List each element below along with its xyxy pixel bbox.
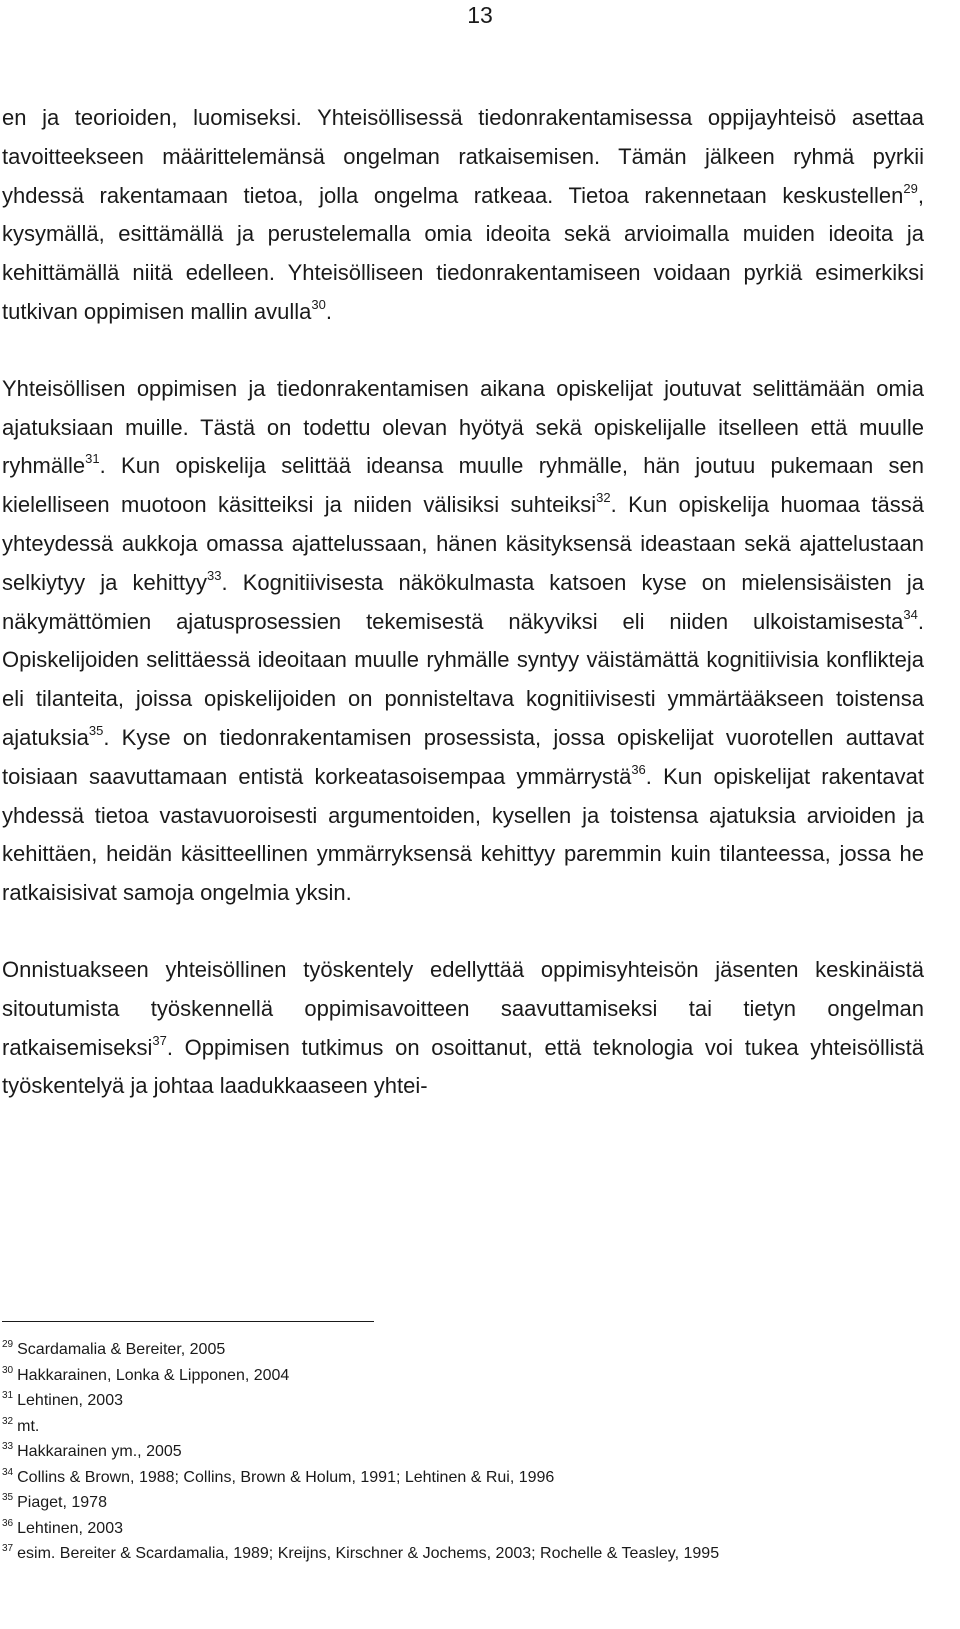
text-run: . Opiskelijoiden selittäessä ideoitaan muulle ryhmälle syntyy väistämättä kognitiivisia konflikteja eli tilanteita, joissa opiskelijoiden on ponnisteltava kognitiivisesti ymmärtääkseen toistensa ajatuksia xyxy=(2,608,924,750)
text-run: . Kognitiivisesta näkökulmasta katsoen kyse on mielensisäisten ja näkymättömien ajatusprosessien tekemisestä näkyviksi eli niiden ulkoistamisesta xyxy=(2,569,925,634)
footnote-reference: 32 xyxy=(596,490,611,506)
footnote-number: 30 xyxy=(2,1364,14,1376)
footnote-text: Hakkarainen, Lonka & Lipponen, 2004 xyxy=(17,1366,290,1384)
footnote-reference: 37 xyxy=(152,1032,167,1048)
paragraph-3 xyxy=(2,951,924,1106)
footnote xyxy=(2,1337,922,1363)
footnote-text: Hakkarainen ym., 2005 xyxy=(17,1443,182,1460)
footnote-text: Collins & Brown, 1988; Collins, Brown & Holum, 1991; Lehtinen & Rui, 1996 xyxy=(17,1468,555,1486)
footnote-divider xyxy=(2,1321,374,1322)
footnote-reference: 29 xyxy=(903,180,918,196)
footnote-number: 33 xyxy=(2,1441,14,1452)
footnote-text: esim. Bereiter & Scardamalia, 1989; Kreijns, Kirschner & Jochems, 2003; Rochelle & Teasley, 1995 xyxy=(17,1545,720,1562)
footnote-number: 29 xyxy=(2,1339,14,1350)
footnote-number: 37 xyxy=(2,1543,14,1554)
footnotes-list xyxy=(2,1337,922,1567)
footnote xyxy=(2,1516,922,1542)
footnote-reference: 35 xyxy=(88,722,104,738)
footnote-reference: 36 xyxy=(631,761,646,777)
footnote xyxy=(2,1388,922,1414)
page-number: 13 xyxy=(467,2,493,28)
paragraph-1 xyxy=(2,99,924,332)
footnote-reference: 30 xyxy=(311,296,326,312)
footnote-number: 36 xyxy=(2,1517,14,1529)
text-run: . xyxy=(325,298,332,324)
text-run: en ja teorioiden, luomiseksi. Yhteisöllisessä tiedonrakentamisessa oppijayhteisö asettaa tavoitteekseen määrittelemänsä ongelman ratkaisemisen. Tämän jälkeen ryhmä pyrkii yhdessä rakentamaan tietoa, jolla ongelma ratkeaa. Tietoa rakennetaan keskustellen xyxy=(2,105,924,208)
text-run: Yhteisöllisen oppimisen ja tiedonrakentamisen aikana opiskelijat joutuvat selittämään omia ajatuksiaan muille. Tästä on todettu olevan hyötyä sekä opiskelijalle itselleen että muulle ryhmälle xyxy=(2,375,924,479)
footnote-reference: 31 xyxy=(85,451,100,467)
text-run: . Kyse on tiedonrakentamisen prosessista, jossa opiskelijat vuorotellen auttavat toisiaan saavuttamaan entistä korkeatasoisempaa ymmärrystä xyxy=(2,724,924,789)
footnote-text: Piaget, 1978 xyxy=(17,1494,107,1511)
footnote-number: 31 xyxy=(2,1390,14,1401)
footnote xyxy=(2,1414,922,1440)
text-run: . Kun opiskelija selittää ideansa muulle ryhmälle, hän joutuu pukemaan sen kielelliseen muotoon käsitteiksi ja niiden välisiksi suhteiksi xyxy=(2,453,924,518)
body-text xyxy=(2,99,924,1106)
text-run: Onnistuakseen yhteisöllinen työskentely edellyttää oppimisyhteisön jäsenten keskinäistä sitoutumista työskennellä oppimisavoitteen saavuttamiseksi tai tietyn ongelman ratkaisemiseksi xyxy=(2,956,924,1060)
footnote-text: Scardamalia & Bereiter, 2005 xyxy=(17,1341,226,1358)
text-run: . Kun opiskelija huomaa tässä yhteydessä aukkoja omassa ajattelussaan, hänen käsityksensä ideastaan sekä ajattelustaan selkiytyy ja kehittyy xyxy=(2,492,924,595)
footnote-number: 32 xyxy=(2,1415,14,1427)
footnote-reference: 34 xyxy=(903,606,918,622)
footnote xyxy=(2,1439,922,1465)
footnote-text: Lehtinen, 2003 xyxy=(17,1519,123,1537)
footnote-text: Lehtinen, 2003 xyxy=(17,1392,123,1409)
paragraph-2 xyxy=(2,370,924,913)
footnote-text: mt. xyxy=(17,1417,40,1435)
text-run: . Kun opiskelijat rakentavat yhdessä tietoa vastavuoroisesti argumentoiden, kysellen ja toistensa ajatuksia arvioiden ja kehittäen, heidän käsitteellinen ymmärryksensä kehittyy paremmin kuin tilanteessa, jossa he ratkaisisivat samoja ongelmia yksin. xyxy=(2,763,924,906)
text-run: . Oppimisen tutkimus on osoittanut, että teknologia voi tukea yhteisöllistä työskentelyä ja johtaa laadukkaaseen yhtei- xyxy=(2,1034,924,1099)
footnote xyxy=(2,1363,922,1389)
text-run: , kysymällä, esittämällä ja perustelemalla omia ideoita sekä arvioimalla muiden ideoita ja kehittämällä niitä edelleen. Yhteisölliseen tiedonrakentamiseen voidaan pyrkiä esimerkiksi tutkivan oppimisen mallin avulla xyxy=(2,182,924,324)
footnote xyxy=(2,1465,922,1491)
paragraph-spacer xyxy=(2,913,924,951)
paragraph-spacer xyxy=(2,332,924,370)
footnote xyxy=(2,1541,922,1567)
footnote-number: 34 xyxy=(2,1466,14,1478)
footnote xyxy=(2,1490,922,1516)
footnote-number: 35 xyxy=(2,1492,14,1503)
footnote-reference: 33 xyxy=(207,567,222,583)
